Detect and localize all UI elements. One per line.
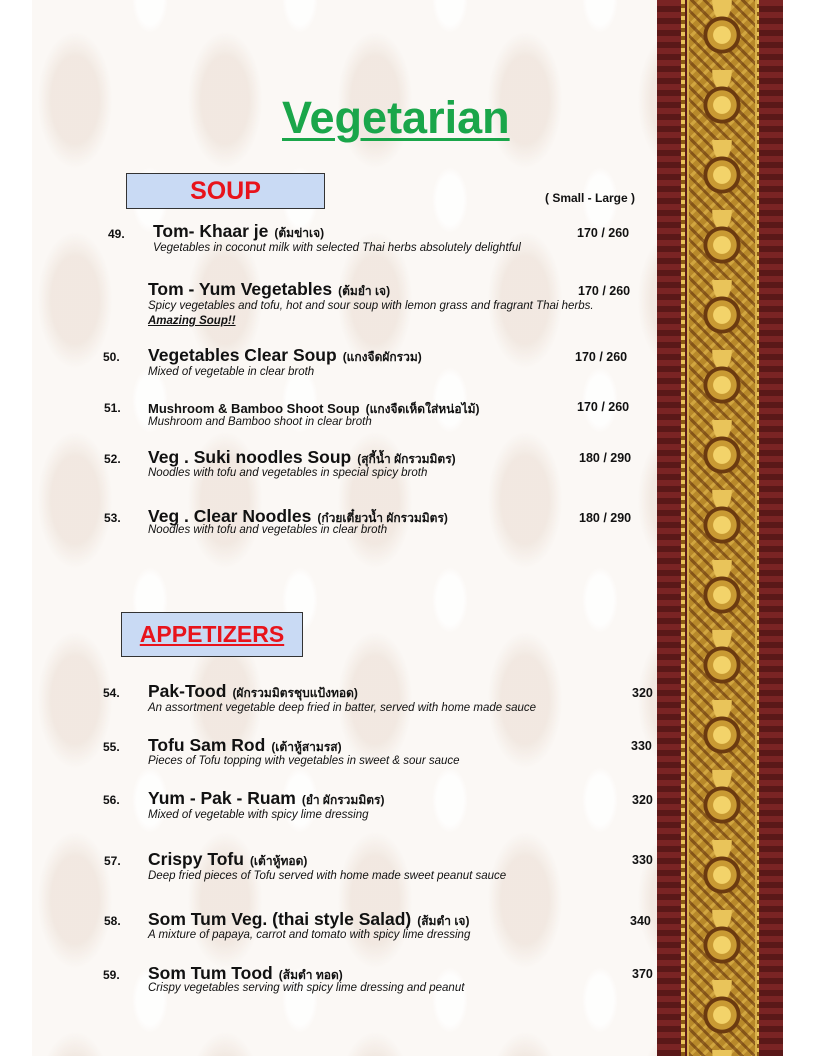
item-number: 49. <box>108 227 125 241</box>
item-description: Noodles with tofu and vegetables in special spicy broth <box>148 467 428 479</box>
item-note: Amazing Soup!! <box>148 315 236 327</box>
item-thai-name: (ส้มตำ ทอด) <box>278 968 343 982</box>
item-number: 56. <box>103 793 120 807</box>
item-name: Vegetables Clear Soup (แกงจืดผักรวม) <box>148 345 422 365</box>
item-description: Vegetables in coconut milk with selected Thai herbs absolutely delightful <box>153 242 521 254</box>
item-name: Tom - Yum Vegetables (ต้มยำ เจ) <box>148 279 391 299</box>
item-name: Pak-Tood (ผักรวมมิตรชุบแป้งทอด) <box>148 681 358 701</box>
item-name: Som Tum Veg. (thai style Salad) (ส้มตำ เจ) <box>148 909 470 929</box>
item-price: 170 / 260 <box>578 284 631 298</box>
item-thai-name: (ก๋วยเตี๋ยวน้ำ ผักรวมมิตร) <box>317 511 448 525</box>
item-number: 53. <box>104 511 121 525</box>
item-price: 170 / 260 <box>575 350 628 364</box>
item-price: 340 <box>630 914 651 928</box>
item-description: Crispy vegetables serving with spicy lime dressing and peanut <box>148 982 465 994</box>
item-thai-name: (เต้าหู้สามรส) <box>271 740 342 754</box>
size-note: ( Small - Large ) <box>545 191 636 205</box>
ornamental-border <box>657 0 783 1056</box>
item-description: Spicy vegetables and tofu, hot and sour soup with lemon grass and fragrant Thai herbs. <box>148 300 594 312</box>
item-number: 59. <box>103 968 120 982</box>
item-price: 320 <box>632 793 653 807</box>
item-name: Mushroom & Bamboo Shoot Soup (แกงจืดเห็ดใส่หน่อไม้) <box>148 401 480 416</box>
item-number: 54. <box>103 686 120 700</box>
item-number: 52. <box>104 452 121 466</box>
border-thai-pattern <box>687 0 757 1056</box>
item-price: 170 / 260 <box>577 400 630 414</box>
item-thai-name: (เต้าหู้ทอด) <box>249 854 308 868</box>
border-edge-right <box>755 0 783 1056</box>
item-description: Mushroom and Bamboo shoot in clear broth <box>148 416 372 428</box>
item-price: 320 <box>632 686 653 700</box>
item-number: 58. <box>104 914 121 928</box>
item-price: 330 <box>631 739 652 753</box>
soup-heading: SOUP <box>126 173 325 209</box>
item-thai-name: (ผักรวมมิตรชุบแป้งทอด) <box>232 686 358 700</box>
item-name: Crispy Tofu (เต้าหู้ทอด) <box>148 849 308 869</box>
border-gold-left <box>681 0 685 1056</box>
item-name: Tom- Khaar je (ต้มข่าเจ) <box>153 221 325 241</box>
item-description: An assortment vegetable deep fried in batter, served with home made sauce <box>148 702 537 714</box>
item-price: 180 / 290 <box>579 451 632 465</box>
item-name: Tofu Sam Rod (เต้าหู้สามรส) <box>148 735 342 755</box>
item-description: Mixed of vegetable with spicy lime dressing <box>148 809 369 821</box>
item-price: 180 / 290 <box>579 511 632 525</box>
item-thai-name: (ยำ ผักรวมมิตร) <box>301 793 385 807</box>
item-number: 57. <box>104 854 121 868</box>
item-thai-name: (แกงจืดเห็ดใส่หน่อไม้) <box>365 402 480 416</box>
item-thai-name: (ต้มยำ เจ) <box>338 284 391 298</box>
page-title: Vegetarian <box>282 92 510 143</box>
item-thai-name: (สุกี้น้ำ ผักรวมมิตร) <box>357 452 456 466</box>
item-number: 51. <box>104 401 121 415</box>
right-margin <box>783 0 816 1056</box>
item-price: 370 <box>632 967 653 981</box>
item-name: Yum - Pak - Ruam (ยำ ผักรวมมิตร) <box>148 788 385 808</box>
item-name: Veg . Clear Noodles (ก๋วยเตี๋ยวน้ำ ผักรวมมิตร) <box>148 506 448 526</box>
item-thai-name: (ส้มตำ เจ) <box>417 914 470 928</box>
item-description: Noodles with tofu and vegetables in clear broth <box>148 524 388 536</box>
item-name: Som Tum Tood (ส้มตำ ทอด) <box>148 963 343 983</box>
item-name: Veg . Suki noodles Soup (สุกี้น้ำ ผักรวมมิตร) <box>148 447 456 467</box>
left-margin <box>0 0 32 1056</box>
item-price: 170 / 260 <box>577 226 630 240</box>
item-thai-name: (แกงจืดผักรวม) <box>342 350 422 364</box>
item-description: A mixture of papaya, carrot and tomato with spicy lime dressing <box>148 929 471 941</box>
item-price: 330 <box>632 853 653 867</box>
item-number: 50. <box>103 350 120 364</box>
item-description: Mixed of vegetable in clear broth <box>148 366 315 378</box>
item-description: Deep fried pieces of Tofu served with home made sweet peanut sauce <box>148 870 507 882</box>
item-thai-name: (ต้มข่าเจ) <box>274 226 325 240</box>
item-description: Pieces of Tofu topping with vegetables in sweet & sour sauce <box>148 755 460 767</box>
item-number: 55. <box>103 740 120 754</box>
appetizers-heading: APPETIZERS <box>121 612 303 657</box>
